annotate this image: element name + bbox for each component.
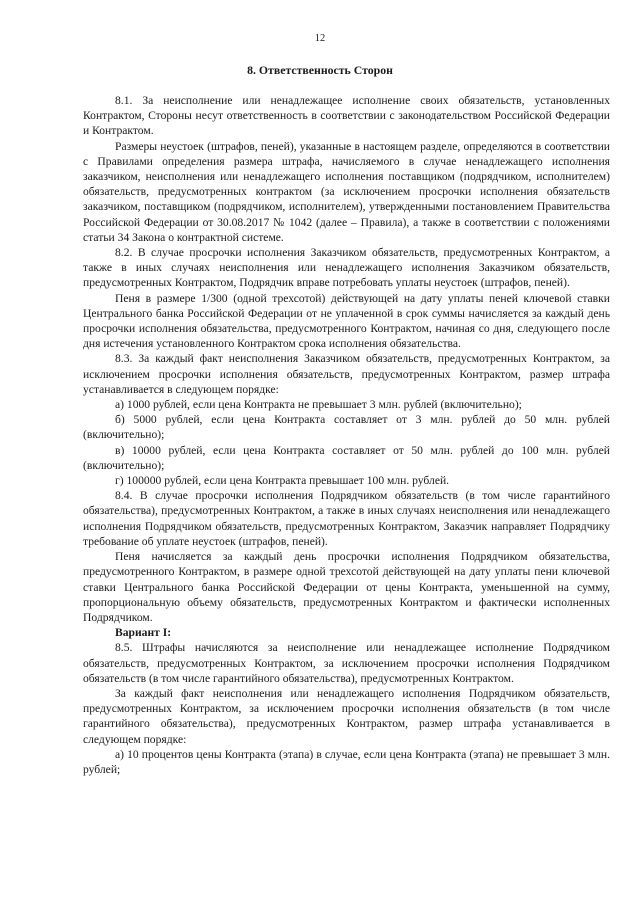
paragraph-8-4: 8.4. В случае просрочки исполнения Подрядчиком обязательств (в том числе гарантийного обязательства), предусмотренных Контрактом, а также в иных случаях неисполнения или ненадлежащего исполнения Подрядчиком обязательств, предусмотренных Контрактом, Заказчик направляет Подрядчику требование об уплате неустоек (штрафов, пеней). <box>83 489 610 548</box>
paragraph-contractor-penalty: Пеня начисляется за каждый день просрочки исполнения Подрядчиком обязательства, предусмотренного Контрактом, в размере одной трехсотой действующей на дату уплаты пени ключевой ставки Центрального банка Российской Федерации от цены Контракта, уменьшенной на сумму, пропорциональную объему обязательств, предусмотренных Контрактом и фактически исполненных Подрядчиком. <box>83 550 610 624</box>
list-item-b: б) 5000 рублей, если цена Контракта составляет от 3 млн. рублей до 50 млн. рублей (включительно); <box>83 413 610 442</box>
paragraph-penalty-sizes: Размеры неустоек (штрафов, пеней), указанные в настоящем разделе, определяются в соответствии с Правилами определения размера штрафа, начисляемого в случае ненадлежащего исполнения заказчиком, неисполнения или ненадлежащего исполнения поставщиком (подрядчиком, исполнителем) обязательств, предусмотренных контрактом (за исключением просрочки исполнения обязательств заказчиком, поставщиком (подрядчиком, исполнителем), утвержденными постановлением Правительства Российской Федерации от 30.08.2017 № 1042 (далее – Правила), а также в соответствии с положениями статьи 34 Закона о контрактной системе. <box>83 139 610 244</box>
paragraph-customer-penalty: Пеня в размере 1/300 (одной трехсотой) действующей на дату уплаты пеней ключевой ставки Центрального банка Российской Федерации от не уплаченной в срок суммы начисляется за каждый день просрочки исполнения обязательства, предусмотренного Контрактом, начиная со дня, следующего после дня истечения установленного Контрактом срока исполнения обязательства. <box>83 291 610 351</box>
list-item-g: г) 100000 рублей, если цена Контракта превышает 100 млн. рублей. <box>115 474 450 488</box>
variant-heading: Вариант I: <box>115 626 172 640</box>
list-item-v: в) 10000 рублей, если цена Контракта составляет от 50 млн. рублей до 100 млн. рублей (включительно); <box>83 443 610 472</box>
paragraph-8-1: 8.1. За неисполнение или ненадлежащее исполнение своих обязательств, установленных Контрактом, Стороны несут ответственность в соответствии с законодательством Российской Федерации и Контрактом. <box>83 94 610 138</box>
section-heading: 8. Ответственность Сторон <box>247 63 393 77</box>
list-item-a: а) 1000 рублей, если цена Контракта не превышает 3 млн. рублей (включительно); <box>115 398 522 412</box>
paragraph-8-3: 8.3. За каждый факт неисполнения Заказчиком обязательств, предусмотренных Контрактом, за исключением просрочки исполнения обязательств, предусмотренных Контрактом, размер штрафа устанавливается в следующем порядке: <box>83 352 610 396</box>
paragraph-fine-order: За каждый факт неисполнения или ненадлежащего исполнения Подрядчиком обязательств, предусмотренных Контрактом, за исключением просрочки исполнения обязательств (в том числе гарантийного обязательства), предусмотренных Контрактом, размер штрафа устанавливается в следующем порядке: <box>83 686 610 746</box>
list-item-a-percent: а) 10 процентов цены Контракта (этапа) в случае, если цена Контракта (этапа) не превышает 3 млн. рублей; <box>83 747 610 776</box>
paragraph-8-2: 8.2. В случае просрочки исполнения Заказчиком обязательств, предусмотренных Контрактом, а также в иных случаях неисполнения или ненадлежащего исполнения Заказчиком обязательств, предусмотренных Контрактом, Подрядчик вправе потребовать уплаты неустоек (штрафов, пеней). <box>83 246 610 290</box>
document-body <box>83 93 610 777</box>
paragraph-8-5: 8.5. Штрафы начисляются за неисполнение или ненадлежащее исполнение Подрядчиком обязательств, предусмотренных Контрактом, за исключением просрочки исполнения Подрядчиком обязательств (в том числе гарантийного обязательства), предусмотренных Контрактом. <box>83 641 610 685</box>
page-number: 12 <box>314 33 326 44</box>
